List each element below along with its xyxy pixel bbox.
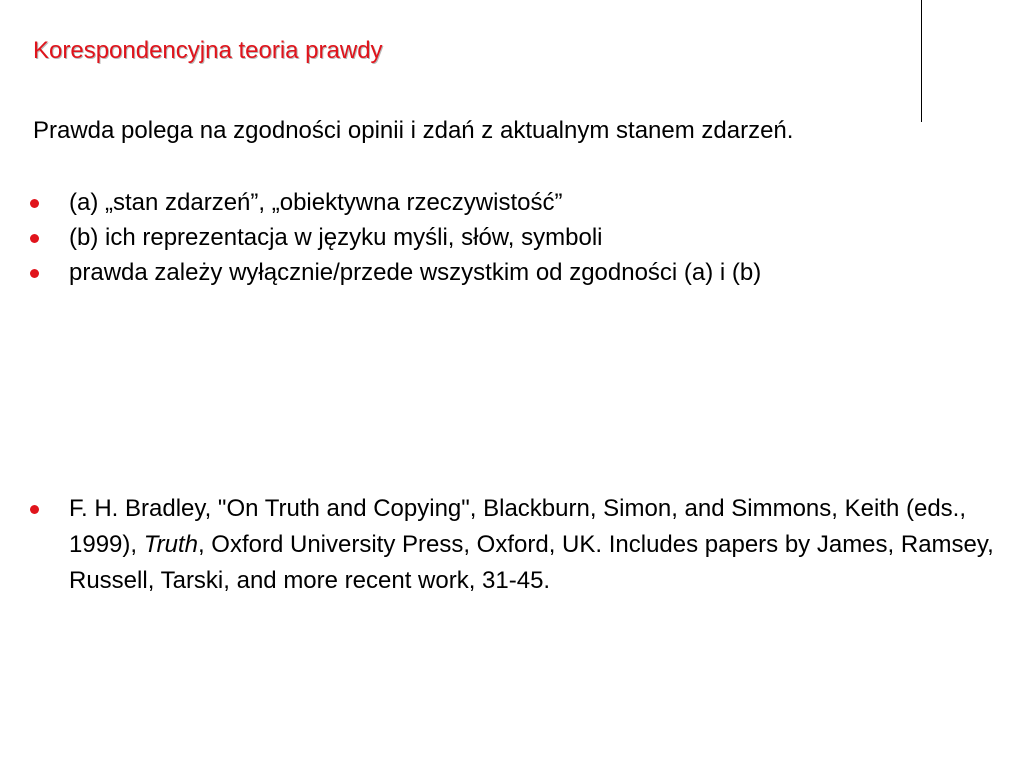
bullet-item bbox=[0, 185, 1024, 220]
bullet-list bbox=[0, 185, 1024, 290]
bullet-item bbox=[0, 255, 1024, 290]
bullet-text: (b) ich reprezentacja w języku myśli, słów, symboli bbox=[69, 224, 603, 251]
bullet-text: prawda zależy wyłącznie/przede wszystkim od zgodności (a) i (b) bbox=[69, 259, 762, 286]
bullet-dot-icon bbox=[30, 234, 39, 243]
bullet-dot-icon bbox=[30, 269, 39, 278]
reference-item bbox=[0, 491, 1024, 599]
reference-text-after: , Oxford University Press, Oxford, UK. Includes papers by James, Ramsey, Russell, Tarski, and more recent work, 31-45. bbox=[69, 531, 994, 594]
bullet-text: (a) „stan zdarzeń”, „obiektywna rzeczywistość” bbox=[69, 189, 563, 216]
intro-text: Prawda polega na zgodności opinii i zdań z aktualnym stanem zdarzeń. bbox=[33, 117, 794, 144]
reference-title-italic: Truth bbox=[143, 531, 198, 558]
bullet-dot-icon bbox=[30, 505, 39, 514]
vertical-divider-line bbox=[921, 0, 922, 122]
bullet-dot-icon bbox=[30, 199, 39, 208]
reference-text-before: F. H. Bradley, "On Truth and Copying", Blackburn, Simon, and Simmons, Keith (eds., 1999), bbox=[69, 495, 966, 558]
reference-list bbox=[0, 491, 1024, 599]
slide-title: Korespondencyjna teoria prawdy bbox=[33, 37, 383, 64]
reference-text bbox=[69, 491, 1004, 599]
bullet-item bbox=[0, 220, 1024, 255]
